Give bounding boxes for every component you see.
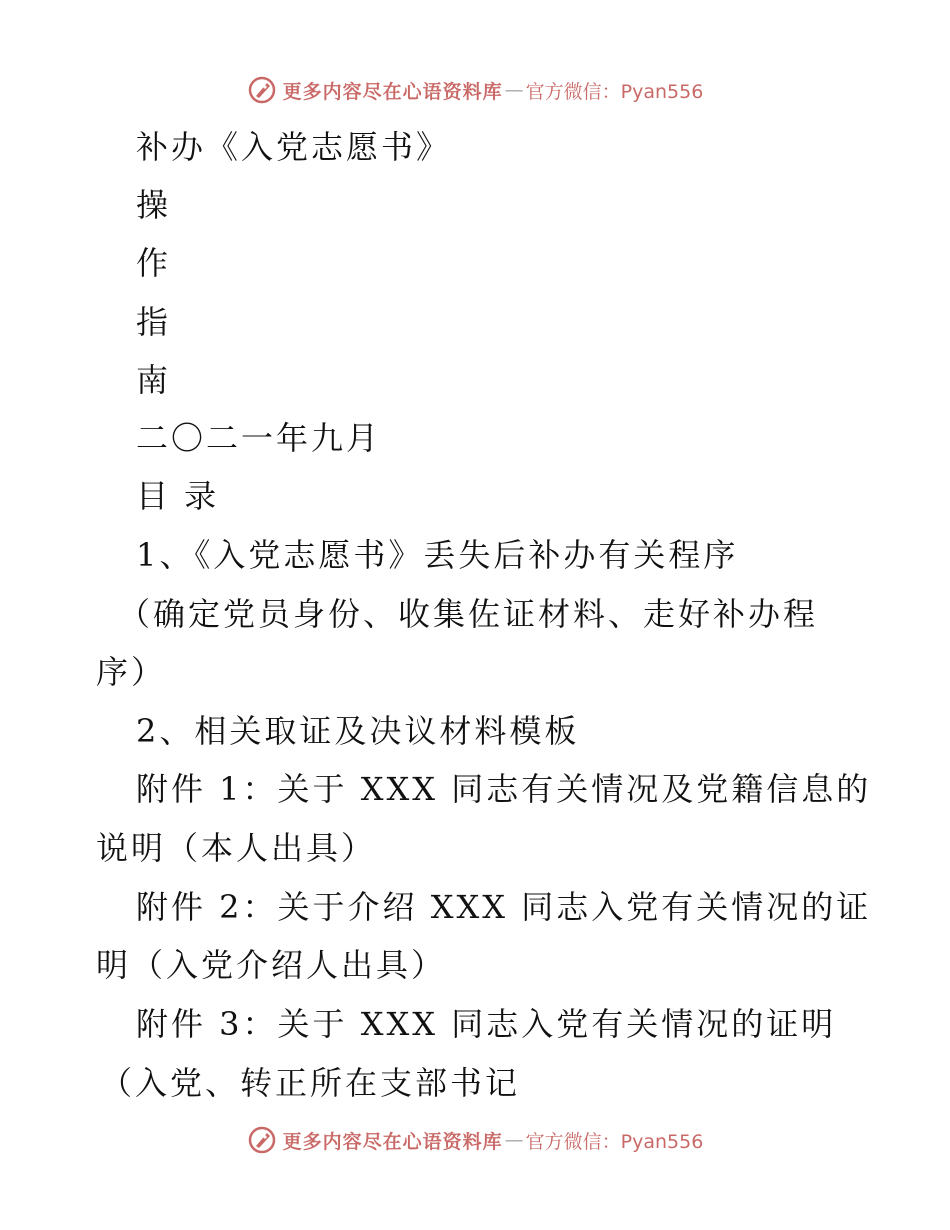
- attachment-3-cont: （入党、转正所在支部书记: [100, 1064, 521, 1102]
- watermark-wechat: 官方微信：Pyan556: [525, 80, 704, 103]
- toc-item-1-detail: （确定党员身份、收集佐证材料、走好补办程: [118, 595, 819, 633]
- attachment-2: 附件 2：关于介绍 XXX 同志入党有关情况的证: [136, 888, 872, 926]
- doc-title: 补办《入党志愿书》: [136, 128, 452, 166]
- pen-nib-circle-icon: [247, 1125, 277, 1155]
- footer-watermark: [0, 1120, 950, 1160]
- toc-item-1: 1、《入党志愿书》丢失后补办有关程序: [136, 536, 739, 574]
- watermark-brand: 更多内容尽在心语资料库: [282, 80, 503, 103]
- doc-line-cao: 操: [136, 186, 172, 224]
- watermark-separator: —: [504, 1129, 524, 1151]
- attachment-3: 附件 3：关于 XXX 同志入党有关情况的证明: [136, 1005, 837, 1043]
- doc-line-nan: 南: [136, 361, 172, 399]
- attachment-2-cont: 明（入党介绍人出具）: [96, 946, 447, 984]
- pen-nib-circle-icon: [247, 75, 277, 105]
- doc-date: 二〇二一年九月: [136, 419, 382, 457]
- toc-item-1-detail-cont: 序）: [96, 653, 167, 691]
- watermark-wechat: 官方微信：Pyan556: [525, 1130, 704, 1153]
- watermark-brand: 更多内容尽在心语资料库: [282, 1130, 503, 1153]
- doc-line-zuo: 作: [136, 244, 172, 282]
- watermark-separator: —: [504, 79, 524, 101]
- attachment-1-cont: 说明（本人出具）: [96, 829, 377, 867]
- attachment-1: 附件 1：关于 XXX 同志有关情况及党籍信息的: [136, 770, 872, 808]
- doc-line-zhi: 指: [136, 303, 172, 341]
- toc-heading: 目 录: [136, 477, 220, 515]
- toc-item-2: 2、相关取证及决议材料模板: [136, 712, 580, 750]
- header-watermark: [0, 70, 950, 110]
